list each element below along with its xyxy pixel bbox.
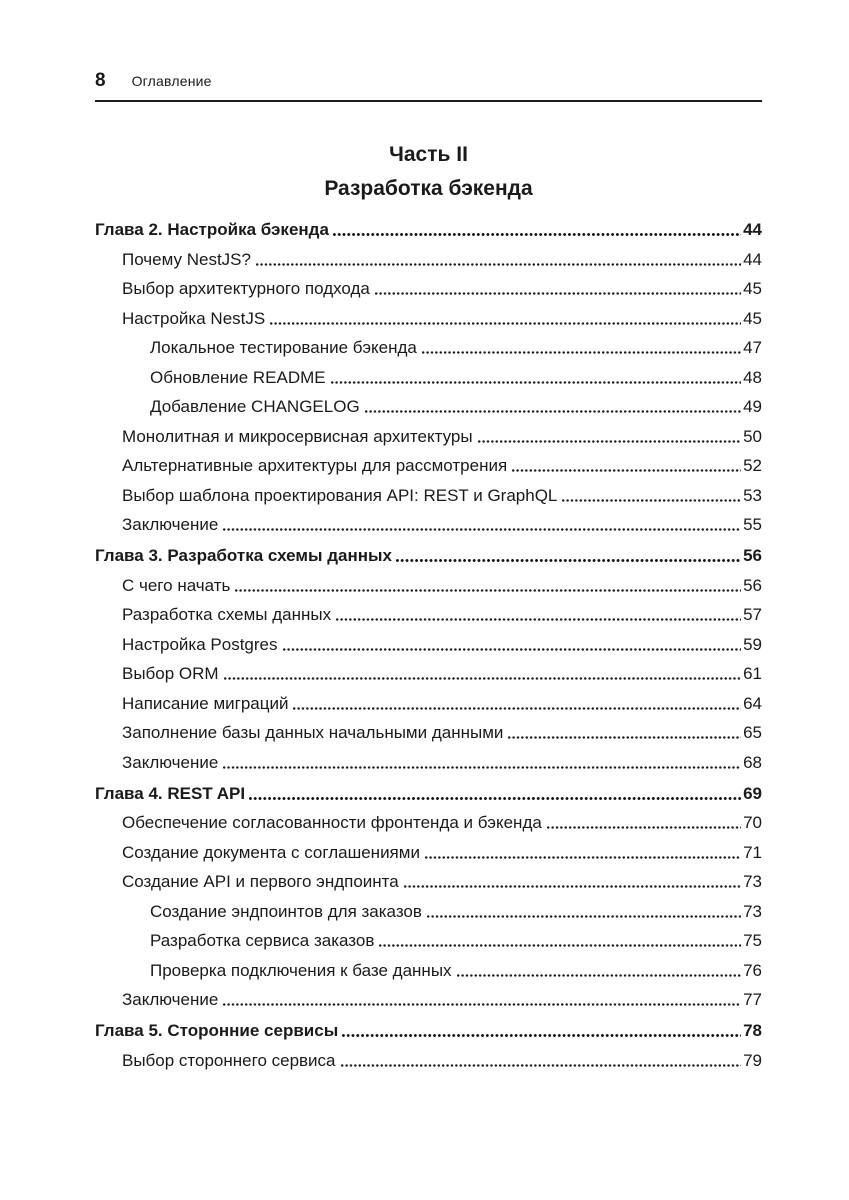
- toc-entry-label: С чего начать: [122, 575, 231, 595]
- toc-entry-row: [95, 872, 762, 892]
- toc-entry-page: 55: [743, 515, 762, 534]
- toc-entry-label: Создание API и первого эндпоинта: [122, 872, 399, 891]
- toc-entry-label: Написание миграций: [122, 693, 289, 713]
- toc-entry-row: [95, 397, 762, 417]
- leader-dots: [269, 321, 741, 326]
- toc-entry-row: [95, 368, 762, 388]
- toc-entry-label: Глава 5. Сторонние сервисы: [95, 1021, 339, 1040]
- toc-entry-label: Обеспечение согласованности фронтенда и бэкенда: [122, 813, 542, 832]
- toc-entry-label: Разработка схемы данных: [122, 605, 332, 624]
- toc-entry-row: [95, 427, 762, 447]
- leader-dots: [332, 232, 741, 237]
- part-heading: [95, 138, 762, 206]
- toc-entry-row: [95, 250, 762, 270]
- toc-chapter-row: [95, 546, 762, 566]
- toc-entry-row: [95, 1051, 762, 1071]
- leader-dots: [403, 884, 741, 889]
- toc-entry-label: Заключение: [122, 515, 219, 534]
- leader-dots: [421, 350, 741, 355]
- leader-dots: [292, 706, 741, 711]
- leader-dots: [340, 1063, 742, 1068]
- toc-entry-row: [95, 635, 762, 655]
- toc-section: [95, 1021, 762, 1071]
- toc-entry-label: Заключение: [122, 990, 219, 1009]
- toc-entry-page: 53: [743, 485, 762, 505]
- toc-entry-label: Глава 2. Настройка бэкенда: [95, 220, 329, 239]
- leader-dots: [511, 468, 741, 473]
- leader-dots: [330, 380, 741, 385]
- toc-entry-label: Выбор шаблона проектирования API: REST и GraphQL: [122, 485, 558, 505]
- toc-entry-label: Локальное тестирование бэкенда: [150, 338, 417, 357]
- toc-entry-page: 56: [743, 546, 762, 565]
- toc-entry-page: 45: [743, 279, 762, 298]
- toc-entry-page: 49: [743, 397, 762, 416]
- toc-entry-row: [95, 694, 762, 714]
- page-number: 8: [95, 70, 106, 91]
- running-header-title: Оглавление: [131, 73, 212, 89]
- leader-dots: [234, 588, 741, 593]
- part-subtitle: Разработка бэкенда: [324, 177, 533, 200]
- leader-dots: [395, 558, 741, 563]
- toc-entry-label: Настройка NestJS: [122, 308, 266, 328]
- toc-entry-page: 64: [743, 693, 762, 713]
- leader-dots: [222, 765, 741, 770]
- toc-entry-row: [95, 279, 762, 299]
- toc-entry-row: [95, 931, 762, 951]
- toc-entry-page: 44: [743, 220, 762, 239]
- toc-entry-label: Монолитная и микросервисная архитектуры: [122, 426, 473, 446]
- toc-entry-label: Выбор стороннего сервиса: [122, 1050, 336, 1070]
- leader-dots: [378, 943, 741, 948]
- toc-entry-label: Добавление CHANGELOG: [150, 397, 360, 416]
- leader-dots: [364, 409, 741, 414]
- toc-entry-page: 71: [743, 842, 762, 862]
- toc-entry-page: 73: [743, 901, 762, 921]
- toc-entry-label: Глава 3. Разработка схемы данных: [95, 546, 392, 565]
- leader-dots: [424, 855, 741, 860]
- toc-entry-label: Настройка Postgres: [122, 634, 278, 654]
- leader-dots: [426, 914, 741, 919]
- header-rule: [95, 100, 762, 102]
- leader-dots: [341, 1033, 741, 1038]
- toc-entry-label: Заключение: [122, 752, 219, 772]
- toc-entry-row: [95, 753, 762, 773]
- part-title: Часть II: [389, 143, 468, 166]
- toc-entry-row: [95, 990, 762, 1010]
- toc-list: [95, 220, 762, 1071]
- toc-entry-row: [95, 902, 762, 922]
- toc-entry-row: [95, 723, 762, 743]
- toc-entry-page: 44: [743, 249, 762, 269]
- toc-entry-page: 50: [743, 426, 762, 446]
- toc-entry-page: 76: [743, 960, 762, 980]
- toc-entry-page: 73: [743, 872, 762, 891]
- toc-entry-label: Создание документа с соглашениями: [122, 842, 420, 862]
- toc-section: [95, 220, 762, 535]
- leader-dots: [248, 796, 741, 801]
- toc-entry-page: 57: [743, 605, 762, 624]
- toc-entry-label: Проверка подключения к базе данных: [150, 960, 452, 980]
- toc-section: [95, 546, 762, 773]
- leader-dots: [456, 973, 742, 978]
- toc-entry-page: 47: [743, 338, 762, 357]
- toc-entry-row: [95, 338, 762, 358]
- leader-dots: [507, 735, 741, 740]
- toc-entry-page: 77: [743, 990, 762, 1009]
- leader-dots: [546, 825, 741, 830]
- toc-section: [95, 784, 762, 1011]
- toc-chapter-row: [95, 784, 762, 804]
- toc-chapter-row: [95, 220, 762, 240]
- toc-entry-label: Создание эндпоинтов для заказов: [150, 901, 422, 921]
- toc-entry-label: Разработка сервиса заказов: [150, 931, 375, 950]
- toc-entry-row: [95, 309, 762, 329]
- leader-dots: [222, 1002, 741, 1007]
- toc-entry-page: 75: [743, 931, 762, 950]
- toc-entry-label: Выбор архитектурного подхода: [122, 279, 370, 298]
- toc-entry-row: [95, 843, 762, 863]
- toc-entry-page: 79: [743, 1050, 762, 1070]
- toc-entry-label: Почему NestJS?: [122, 249, 251, 269]
- leader-dots: [223, 676, 741, 681]
- toc-entry-row: [95, 664, 762, 684]
- toc-entry-page: 61: [743, 664, 762, 683]
- leader-dots: [335, 617, 741, 622]
- toc-entry-page: 52: [743, 456, 762, 475]
- running-header: [95, 70, 762, 92]
- toc-entry-page: 68: [743, 752, 762, 772]
- toc-entry-row: [95, 456, 762, 476]
- leader-dots: [282, 647, 742, 652]
- toc-entry-page: 69: [743, 783, 762, 803]
- toc-entry-label: Альтернативные архитектуры для рассмотрения: [122, 456, 508, 475]
- toc-entry-label: Глава 4. REST API: [95, 783, 246, 803]
- toc-entry-page: 65: [743, 723, 762, 742]
- toc-entry-label: Заполнение базы данных начальными данными: [122, 723, 504, 742]
- toc-entry-row: [95, 813, 762, 833]
- leader-dots: [374, 291, 741, 296]
- toc-entry-label: Выбор ORM: [122, 664, 219, 683]
- toc-entry-label: Обновление README: [150, 367, 326, 387]
- toc-entry-page: 70: [743, 813, 762, 832]
- leader-dots: [561, 498, 741, 503]
- toc-entry-row: [95, 605, 762, 625]
- toc-entry-row: [95, 515, 762, 535]
- toc-entry-row: [95, 961, 762, 981]
- leader-dots: [477, 439, 742, 444]
- toc-entry-page: 48: [743, 367, 762, 387]
- toc-entry-page: 56: [743, 575, 762, 595]
- toc-entry-page: 45: [743, 308, 762, 328]
- toc-entry-row: [95, 486, 762, 506]
- toc-entry-row: [95, 576, 762, 596]
- leader-dots: [255, 262, 741, 267]
- leader-dots: [222, 527, 741, 532]
- toc-entry-page: 59: [743, 634, 762, 654]
- toc-chapter-row: [95, 1021, 762, 1041]
- toc-entry-page: 78: [743, 1021, 762, 1040]
